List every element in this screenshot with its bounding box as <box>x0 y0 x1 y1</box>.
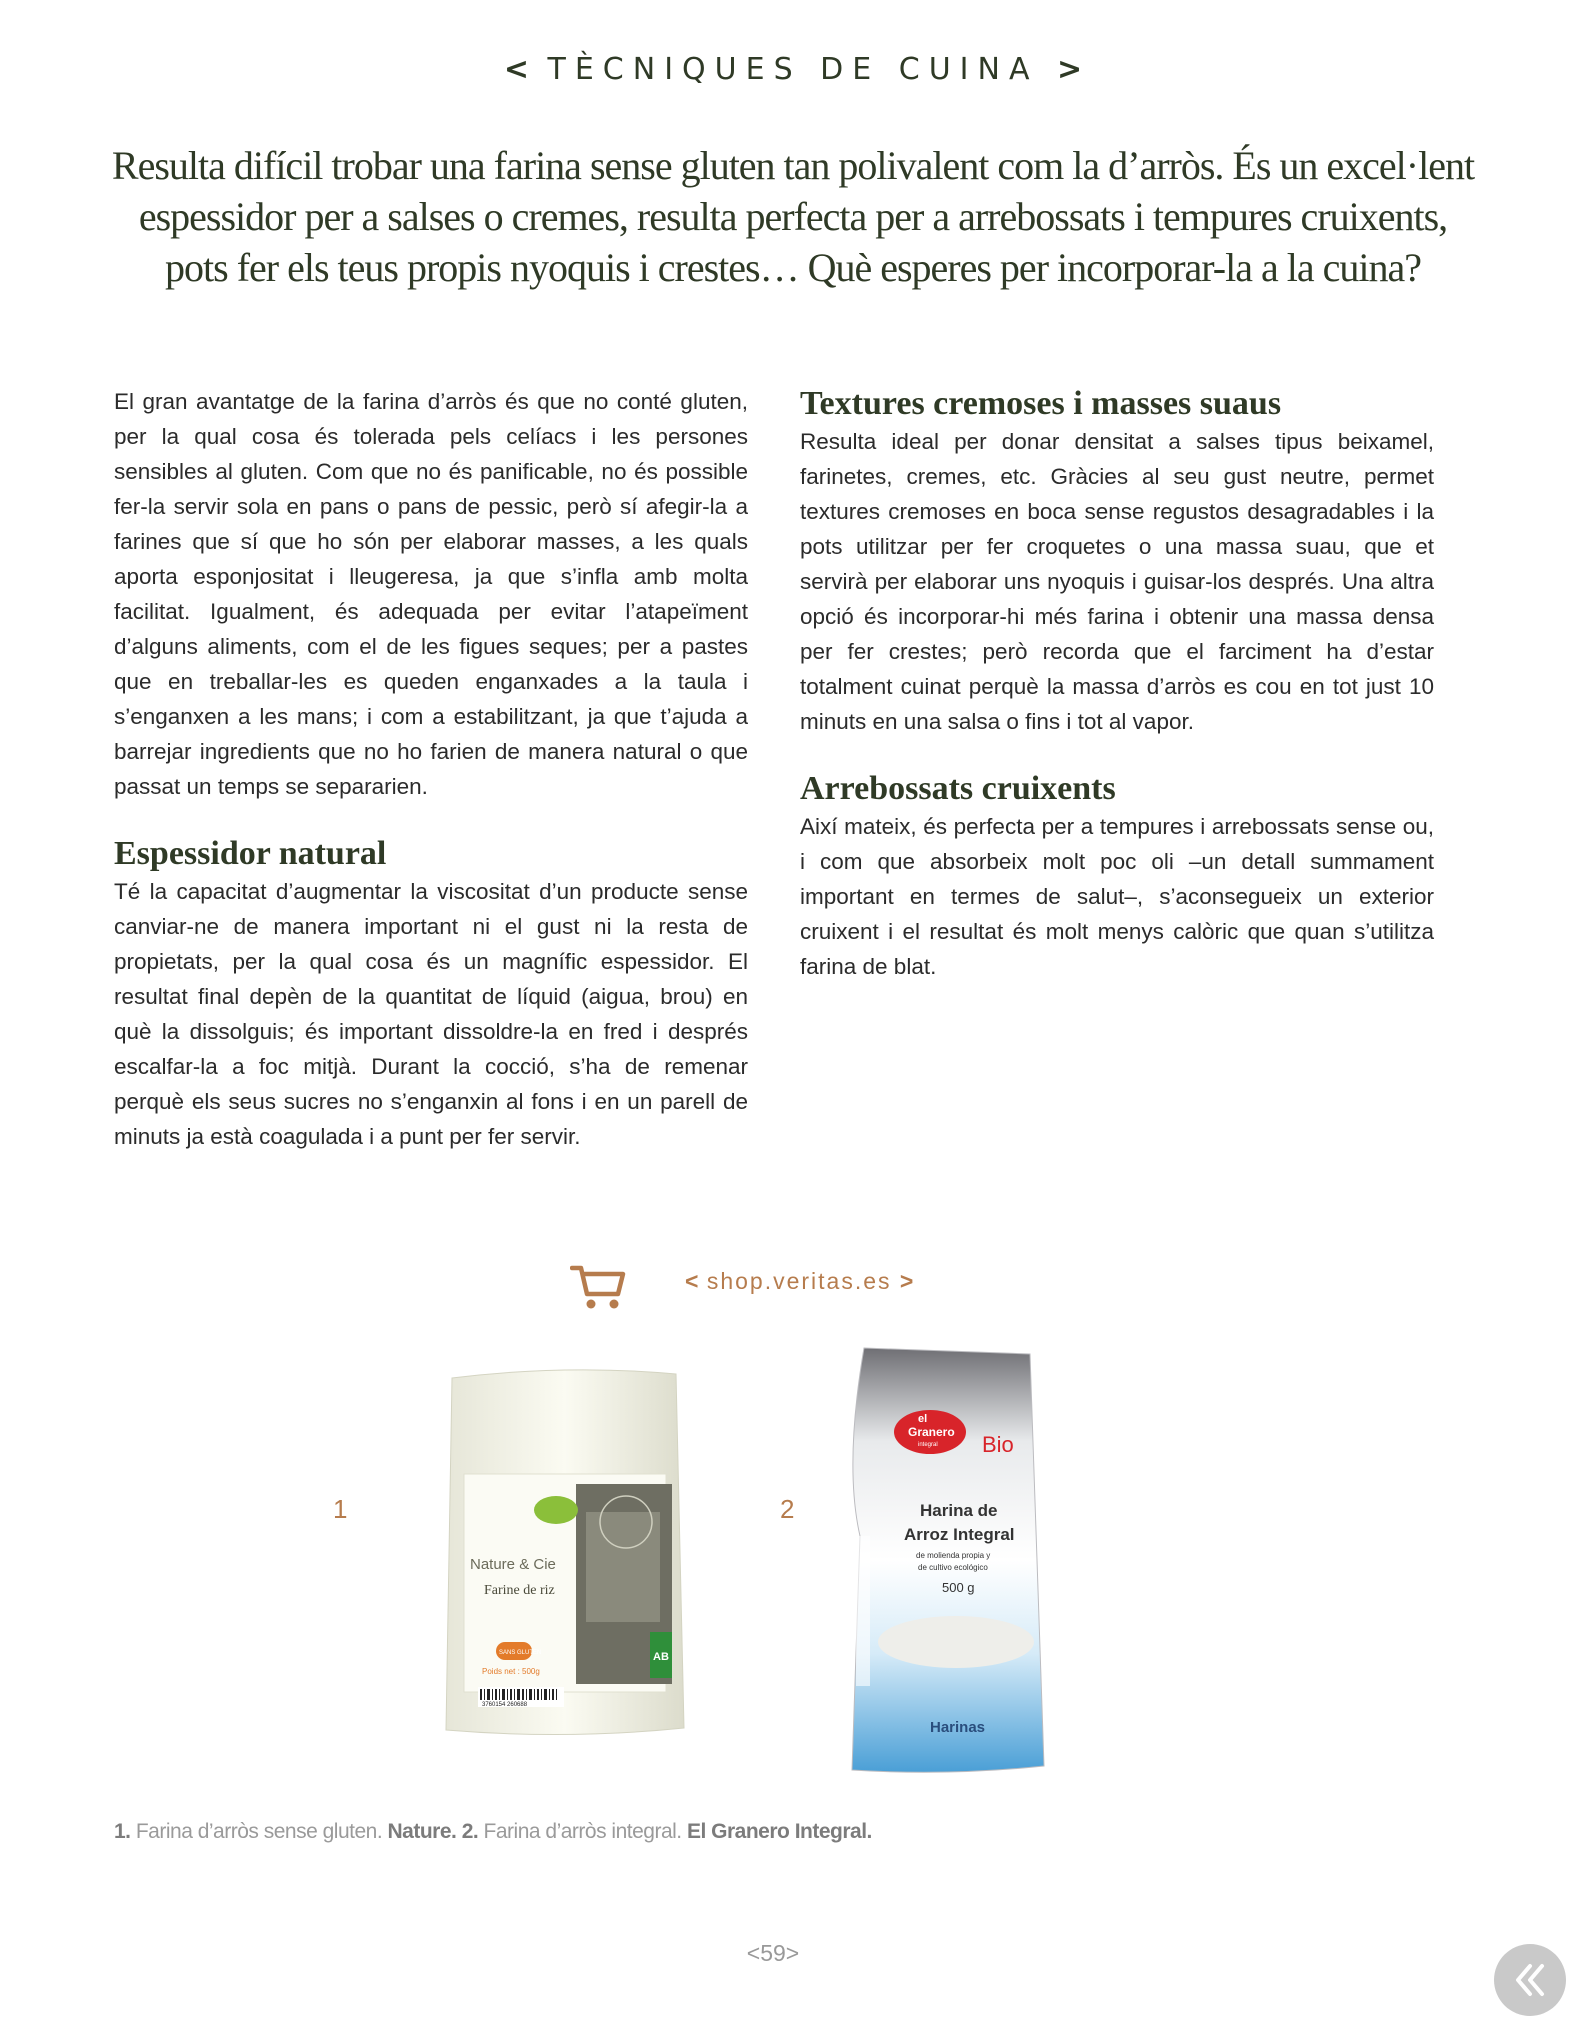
shop-link[interactable] <box>685 1268 913 1295</box>
chevron-right-icon: > <box>899 1268 914 1294</box>
shop-url[interactable]: shop.veritas.es <box>706 1268 892 1294</box>
heading-textures: Textures cremoses i masses suaus <box>800 385 1282 422</box>
product-name: Farine de riz <box>484 1583 555 1598</box>
textures-paragraph: Resulta ideal per donar densitat a salses tipus beixamel, farinetes, cremes, etc. Gràcies al seu gust neutre, permet textures cremoses en boca sense regustos desagradables i la pots utilitzar per fer croquetes o una massa suau, que et servirà per elaborar uns nyoquis i guisar-los després. Una altra opció és incorporar-hi més farina i obtenir una massa densa per fer crestes; però recorda que el farciment ha d’estar totalment cuinat perquè la massa d’arròs es cou en tot just 10 minuts en una salsa o fins i tot al vapor. <box>800 429 1434 734</box>
caption-number-1: 1. <box>114 1820 131 1843</box>
heading-espessidor: Espessidor natural <box>114 835 387 872</box>
right-column <box>800 384 1434 984</box>
product-category: Harinas <box>930 1719 986 1736</box>
product-subtitle-1: de molienda propia y <box>916 1551 991 1560</box>
chevron-left-icon: < <box>746 1940 761 1966</box>
caption-brand-1: Nature. <box>387 1820 457 1843</box>
chevron-left-icon: < <box>685 1268 699 1294</box>
product-weight: 500 g <box>942 1580 975 1595</box>
product-title-1: Harina de <box>920 1501 998 1520</box>
espessidor-paragraph: Té la capacitat d’augmentar la viscositat d’un producte sense canviar-ne de manera important ni el gust ni la resta de propietats, per la qual cosa és un magnífic espessidor. El resultat final depèn de la quantitat de líquid (aigua, brou) en què la dissolguis; és important dissoldre-la en fred i després escalfar-la a foc mitjà. Durant la cocció, s’ha de remenar perquè els seus sucres no s’enganxin al fons i en un parell de minuts ja està coagulada i a punt per fer servir. <box>114 879 748 1149</box>
image-caption <box>114 1820 872 1844</box>
brand-line-3: integral <box>918 1442 938 1448</box>
arrebossats-paragraph: Així mateix, és perfecta per a tempures i arrebossats sense ou, i com que absorbeix molt poc oli –un detall summament important en termes de salut–, s’aconsegueix un exterior cruixent i el resultat és molt menys calòric que quan s’utilitza farina de blat. <box>800 814 1434 979</box>
caption-number-2: 2. <box>456 1820 479 1843</box>
heading-arrebossats: Arrebossats cruixents <box>800 770 1116 807</box>
caption-text-2: Farina d’arròs integral. <box>478 1820 687 1843</box>
shop-link-row[interactable] <box>570 1262 970 1312</box>
double-chevron-left-icon <box>1494 1944 1566 2016</box>
bio-label: Bio <box>982 1432 1014 1457</box>
product-image-granero <box>838 1346 1048 1782</box>
caption-text-1: Farina d’arròs sense gluten. <box>130 1820 388 1843</box>
page-number-value: 59 <box>760 1940 786 1966</box>
product-subtitle-2: de cultivo ecológico <box>918 1563 988 1572</box>
section-title-text: TÈCNIQUES DE CUINA <box>547 52 1039 87</box>
chevron-left-icon: < <box>503 52 529 87</box>
product-brand: Nature & Cie <box>470 1556 556 1573</box>
shopping-cart-icon[interactable] <box>570 1262 626 1312</box>
organic-logo: AB <box>653 1651 669 1663</box>
product-weight: Poids net : 500g <box>482 1667 540 1676</box>
product-number: 1 <box>333 1494 348 1524</box>
product-title-2: Arroz Integral <box>904 1525 1015 1544</box>
intro-paragraph: El gran avantatge de la farina d’arròs és que no conté gluten, per la qual cosa és tolerada pels celíacs i les persones sensibles al gluten. Com que no és panificable, no és possible fer-la servir sola en pans o pans de pessic, però sí afegir-la a farines que sí que ho són per elaborar masses, a les quals aporta esponjositat i lleugeresa, ja que s’infla amb molta facilitat. Igualment, és adequada per evitar l’atapeïment d’alguns aliments, com el de les figues seques; per a pastes que en treballar-les es queden enganxades a la taula i s’enganxen a les mans; i com a estabilitzant, ja que t’ajuda a barrejar ingredients que no ho farien de manera natural o que passat un temps se separarien. <box>114 389 748 799</box>
brand-line-1: el <box>918 1413 928 1425</box>
product-image-nature <box>440 1362 692 1742</box>
barcode-number: 3760154 260688 <box>482 1702 528 1708</box>
chevron-right-icon: > <box>785 1940 800 1966</box>
page-number <box>0 1940 1546 1967</box>
caption-brand-2: El Granero Integral. <box>686 1820 872 1843</box>
lead-paragraph: Resulta difícil trobar una farina sense gluten tan polivalent com la d’arròs. És un excel·lent espessidor per a salses o cremes, resulta perfecta per a arrebossats i tempures cruixents, pots fer els teus propis nyoquis i crestes… Què esperes per incorporar-la a la cuina? <box>111 143 1475 290</box>
section-title <box>0 52 1586 87</box>
gluten-free-badge: SANS GLUTEN <box>499 1650 542 1656</box>
brand-line-2: Granero <box>908 1425 955 1439</box>
chevron-right-icon: > <box>1057 52 1083 87</box>
back-button[interactable] <box>1494 1944 1566 2016</box>
product-number: 2 <box>780 1494 795 1524</box>
left-column <box>114 384 748 1154</box>
